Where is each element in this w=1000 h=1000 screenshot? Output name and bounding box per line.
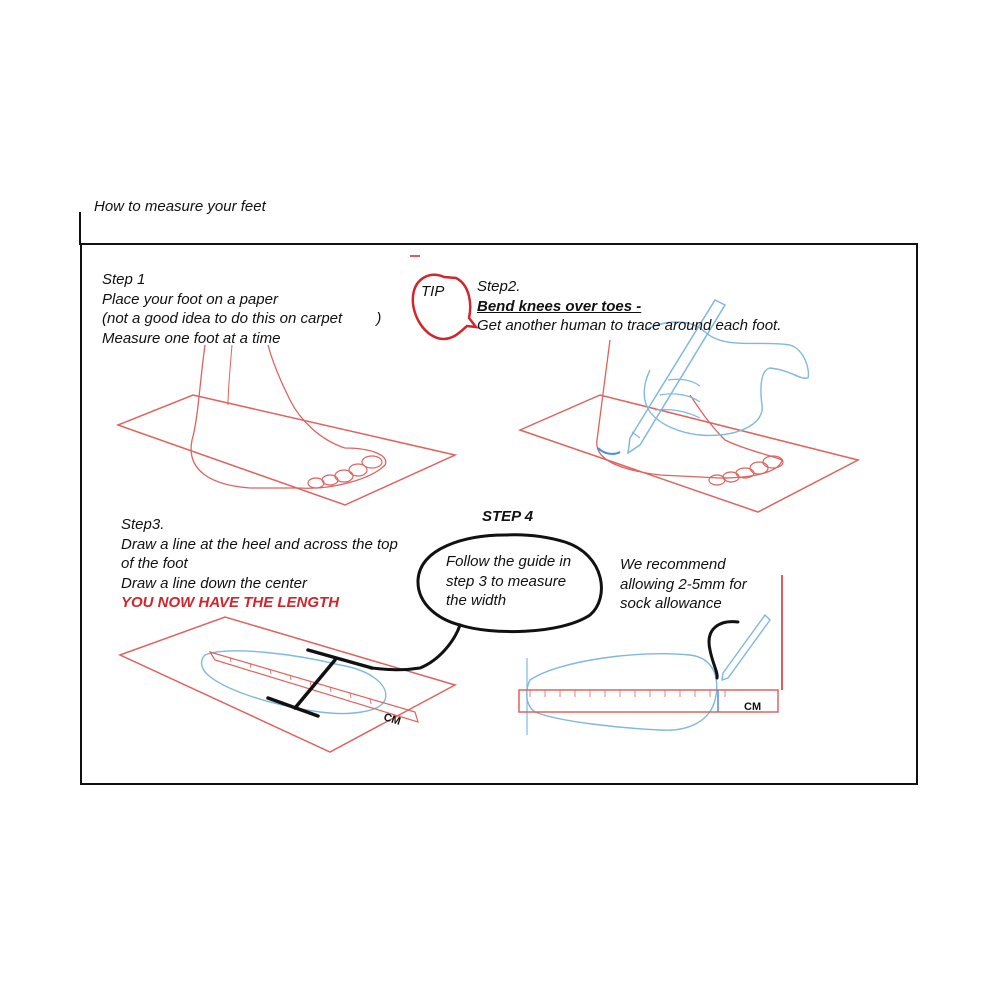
step4-line1: Follow the guide in — [446, 553, 572, 570]
step3-line3: Draw a line down the center — [121, 574, 307, 592]
right-ruler-unit: CM — [744, 701, 762, 713]
step3-illustration — [120, 617, 455, 752]
step3-line2: of the foot — [121, 555, 188, 572]
step3-line1: Draw a line at the heel and across the top — [121, 535, 398, 553]
step1-line1: Place your foot on a paper — [102, 290, 278, 308]
step4-text — [446, 552, 571, 611]
right-foot-outline — [527, 654, 717, 730]
recommend-line3: sock allowance — [620, 595, 722, 612]
step1-heading: Step 1 — [102, 271, 146, 288]
step2-heading: Step2. — [477, 278, 521, 295]
step4-line2: step 3 to measure — [446, 572, 567, 590]
step4-heading: STEP 4 — [482, 508, 534, 525]
step2-trace-mark — [598, 448, 620, 454]
step1-illustration — [118, 345, 455, 505]
recommend-line2: allowing 2-5mm for — [620, 575, 747, 593]
step4-line3: the width — [446, 592, 507, 609]
step1-text — [102, 270, 381, 348]
step2-line2: Get another human to trace around each foot. — [477, 317, 782, 334]
step1-line2 — [102, 309, 381, 329]
recommend-text — [620, 555, 747, 614]
step2-foot-outline — [597, 340, 782, 478]
step2-bold-line: Bend knees over toes - — [477, 297, 642, 315]
step3-heading: Step3. — [121, 516, 165, 533]
step2-text — [477, 277, 781, 336]
step2-paper — [520, 395, 858, 512]
step1-line2-paren: ) — [376, 310, 382, 327]
page-title: How to measure your feet — [94, 198, 266, 215]
tip-label: TIP — [421, 283, 445, 300]
recommend-line1: We recommend — [620, 556, 726, 573]
right-pen — [722, 615, 770, 680]
step3-text — [121, 515, 398, 613]
step3-emphasis: YOU NOW HAVE THE LENGTH — [121, 594, 340, 611]
step1-line2-text: (not a good idea to do this on carpet — [102, 310, 343, 327]
step2-hand-outline — [644, 322, 808, 435]
step3-ruler-unit: CM — [382, 711, 402, 728]
right-ruler — [519, 690, 778, 712]
right-ruler-ticks — [530, 690, 725, 697]
step1-ankle-line — [228, 345, 232, 405]
step1-line3: Measure one foot at a time — [102, 329, 281, 347]
step3-paper — [120, 617, 455, 752]
